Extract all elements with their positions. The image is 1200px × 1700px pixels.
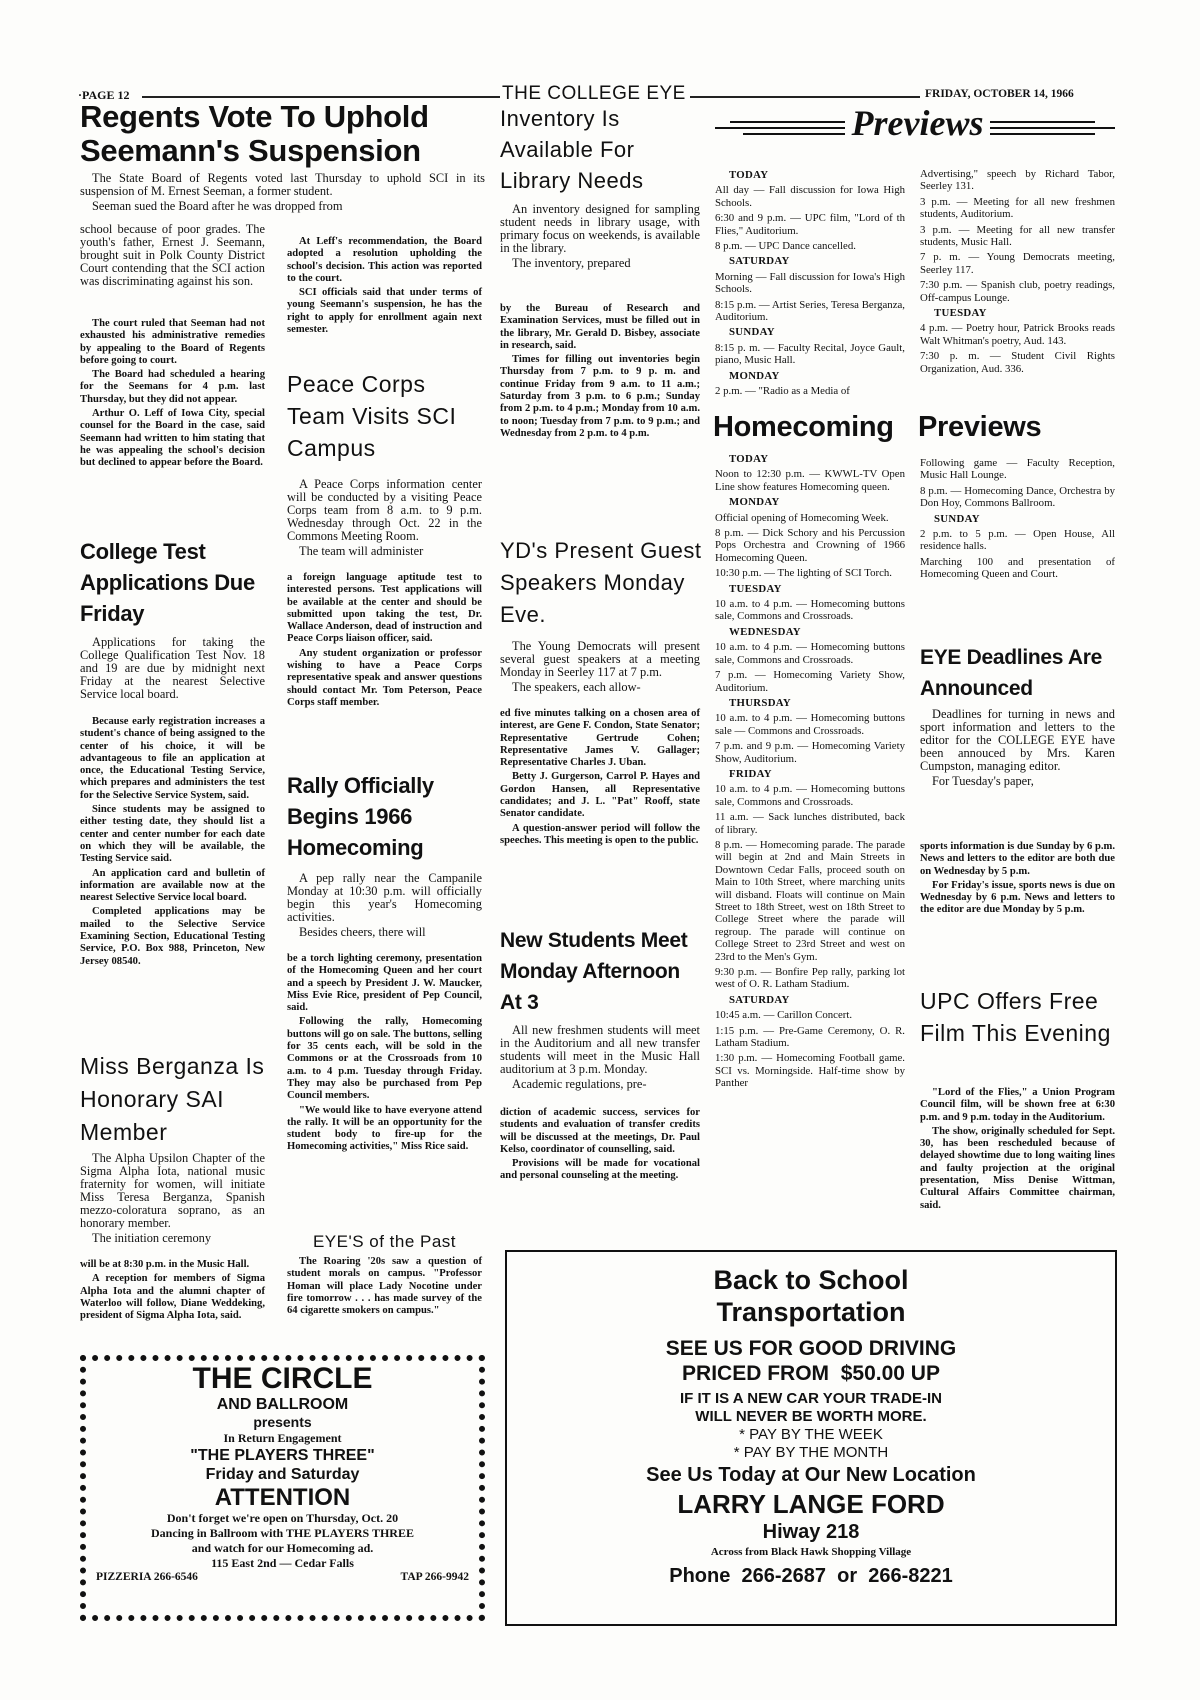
ad-text: and watch for our Homecoming ad. xyxy=(191,1541,374,1555)
schedule-day-heading: SUNDAY xyxy=(934,512,980,525)
article-body xyxy=(920,841,1115,919)
schedule-day-heading: MONDAY xyxy=(729,369,780,382)
schedule-day-heading: FRIDAY xyxy=(729,767,772,780)
schedule-day-heading: TODAY xyxy=(729,169,769,181)
article-body xyxy=(80,1152,265,1247)
paragraph: Since students may be assigned to either testing date, they should list a center and center number for each date on which they will be available, the Testing Service said. xyxy=(80,804,265,865)
article-column xyxy=(287,236,482,338)
schedule-entry: 8:15 p.m. — Artist Series, Teresa Berganza, Auditorium. xyxy=(715,298,905,324)
article-body xyxy=(80,636,265,703)
paragraph: Any student organization or professor wishing to have a Peace Corps representative speak and answer questions should contact Mr. Tom Peterson, Peace Corps staff member. xyxy=(287,647,482,708)
schedule-entry: Morning — Fall discussion for Iowa's High Schools. xyxy=(715,270,905,296)
homecoming-schedule xyxy=(715,452,905,1093)
article-body xyxy=(500,640,700,696)
article-column xyxy=(80,223,265,290)
headline: EYE Deadlines Are Announced xyxy=(920,646,1103,700)
schedule-entry: 4 p.m. — Poetry hour, Patrick Brooks reads Walt Whitman's poetry, Aud. 143. xyxy=(920,322,1115,347)
previews-logo-text: Previews xyxy=(851,103,984,143)
article-body xyxy=(80,1259,265,1324)
article-body xyxy=(287,872,482,941)
schedule-entry: 3 p.m. — Meeting for all new transfer students, Music Hall. xyxy=(920,223,1115,249)
schedule-entry: 2 p.m. to 5 p.m. — Open House, All residence halls. xyxy=(920,528,1115,553)
schedule-entry: 7:30 p. m. — Student Civil Rights Organization, Aud. 336. xyxy=(920,350,1115,375)
paragraph: The inventory, prepared xyxy=(512,256,631,270)
paragraph: diction of academic success, services for students and evaluation of transfer credits will be discussed at the meetings, Dr. Paul Kelso, coordinator of counselling, said. xyxy=(500,1107,700,1155)
schedule-entry: 1:15 p.m. — Pre-Game Ceremony, O. R. Latham Stadium. xyxy=(715,1024,905,1050)
paragraph: be a torch lighting ceremony, presentation of the Homecoming Queen and her court and a speech by President J. W. Maucker, Miss Evie Rice, president of Pep Council, said. xyxy=(287,953,482,1014)
paragraph: A Peace Corps information center will be conducted by a visiting Peace Corps team from 8 a.m. to 9 p.m. Wednesday through Oct. 22 in the Commons Meeting Room. xyxy=(287,477,482,543)
headline-previews: Previews xyxy=(918,411,1042,443)
article-intro xyxy=(80,172,485,215)
schedule-entry: 10 a.m. to 4 p.m. — Homecoming buttons sale, Commons and Crossroads. xyxy=(715,598,905,623)
schedule-entry: Official opening of Homecoming Week. xyxy=(715,511,889,524)
ad-text: Dancing in Ballroom with THE PLAYERS THREE xyxy=(151,1526,414,1540)
schedule-entry: Following game — Faculty Reception, Music Hall Lounge. xyxy=(920,457,1115,482)
ad-subtitle: AND BALLROOM xyxy=(216,1396,349,1413)
headline: Miss Berganza Is Honorary SAI Member xyxy=(80,1053,265,1145)
paper-name: THE COLLEGE EYE xyxy=(502,83,686,104)
schedule-entry: 8 p.m. — Homecoming parade. The parade will begin at 2nd and Main Streets in Downtown Cedar Falls, proceed south on Main to 10th Street, where marching units will disband. Floats will continue on Main Street to 18th Street, west on 18th Street to College Street where the parade will regroup. The parade will continue on College Street to 23rd Street and west on 23rd to the Men's Gym. xyxy=(715,838,905,963)
article-body xyxy=(920,1087,1115,1214)
paragraph: Academic regulations, pre- xyxy=(512,1077,647,1091)
schedule-entry: 1:30 p.m. — Homecoming Football game. SCI vs. Morningside. Half-time show by Panther xyxy=(715,1052,905,1090)
schedule-day-heading: TODAY xyxy=(729,453,769,465)
headline: New Students Meet Monday Afternoon At 3 xyxy=(500,929,688,1014)
paragraph: A question-answer period will follow the speeches. This meeting is open to the public. xyxy=(500,822,700,846)
advertisement-the-circle xyxy=(80,1355,485,1621)
paragraph: Besides cheers, there will xyxy=(299,925,426,939)
paragraph: by the Bureau of Research and Examination Services, must be filled out in the library, Mr. Gerald D. Bisbey, associate in research, said. xyxy=(500,303,700,351)
paragraph: sports information is due Sunday by 6 p.m. News and letters to the editor are both due on Wednesday by 5 p.m. xyxy=(920,841,1115,877)
paragraph: An application card and bulletin of information are available now at the nearest Selective Service local board. xyxy=(80,867,265,904)
paragraph: The speakers, each allow- xyxy=(512,680,641,694)
headline: YD's Present Guest Speakers Monday Eve. xyxy=(500,538,702,627)
schedule-entry: 8 p.m. — Homecoming Dance, Orchestra by Don Hoy, Commons Ballroom. xyxy=(920,484,1115,510)
masthead-rule xyxy=(690,96,920,98)
schedule-entry: Marching 100 and presentation of Homecoming Queen and Court. xyxy=(920,555,1115,581)
headline: Peace Corps Team Visits SCI Campus xyxy=(287,371,457,461)
schedule-day-heading: SATURDAY xyxy=(729,993,790,1006)
paragraph: The Roaring '20s saw a question of student morals on campus. "Professor Homan will place Lady Nocotine under fire tomorrow . . . has made survey of the 64 cigarette smokers on campus." xyxy=(287,1256,482,1317)
schedule-day-heading: TUESDAY xyxy=(934,307,987,320)
schedule-entry: 8 p.m. — Dick Schory and his Percussion Pops Orchestra and Crowning of 1966 Homecoming Queen. xyxy=(715,527,905,564)
headline: EYE'S of the Past xyxy=(312,1232,457,1251)
schedule-day-heading: MONDAY xyxy=(729,496,780,509)
headline: Regents Vote To Uphold Seemann's Suspension xyxy=(80,99,429,168)
schedule-entry: 6:30 and 9 p.m. — UPC film, "Lord of th Flies," Auditorium. xyxy=(715,212,905,237)
previews-logo xyxy=(715,100,1115,150)
article-body xyxy=(920,708,1115,790)
article-body xyxy=(500,708,700,849)
paragraph: A pep rally near the Campanile Monday at 10:30 p.m. will officially begin this year's Homecoming activities. xyxy=(287,871,482,924)
article-body xyxy=(500,1107,700,1185)
headline: Inventory Is Available For Library Needs xyxy=(500,106,644,193)
paragraph: For Tuesday's paper, xyxy=(932,774,1034,788)
schedule-day-heading: WEDNESDAY xyxy=(729,625,801,638)
schedule-entry: 7 p.m. — Homecoming Variety Show, Auditorium. xyxy=(715,669,905,694)
schedule-entry: 2 p.m. — "Radio as a Media of xyxy=(715,385,850,398)
schedule-entry: All day — Fall discussion for Iowa High Schools. xyxy=(715,184,905,209)
paragraph: An inventory designed for sampling student needs in library usage, with primary focus on weekends, is available in the library. xyxy=(500,202,700,255)
ad-act: "THE PLAYERS THREE" xyxy=(190,1447,375,1464)
article-body xyxy=(500,1024,700,1093)
article-column xyxy=(80,318,265,472)
ad-phone: Phone 266-2687 or 266-8221 xyxy=(669,1565,953,1587)
ad-dealer: LARRY LANGE FORD xyxy=(677,1489,945,1519)
paragraph: Because early registration increases a student's chance of being assigned to the center of his choice, it will be advantageous to file an application at once, the Educational Testing Service, which prepares and administers the test for the Selective Service System, said. xyxy=(80,716,265,801)
masthead-rule xyxy=(142,96,500,98)
previews-schedule xyxy=(920,168,1115,378)
paragraph: "We would like to have everyone attend the rally. It will be an opportunity for the student body to fire-up for the Homecoming activities," Miss Rice said. xyxy=(287,1104,482,1153)
headline: College Test Applications Due Friday xyxy=(80,539,255,626)
schedule-entry: 10:45 a.m. — Carillon Concert. xyxy=(715,1009,853,1022)
paragraph: The team will administer xyxy=(299,544,424,558)
schedule-entry: 11 a.m. — Sack lunches distributed, back of library. xyxy=(715,811,905,836)
paragraph: For Friday's issue, sports news is due on Wednesday by 6 p.m. News and letters to the editor are due Monday by 5 p.m. xyxy=(920,879,1115,916)
paragraph: Following the rally, Homecoming buttons will go on sale. The buttons, selling for 35 cents each, will be sold in the Commons or at the Crossroads from 10 a.m. to 4 p.m. Tuesday through Friday. They may also be purchased from Pep Council members. xyxy=(287,1016,482,1102)
paragraph: "Lord of the Flies," a Union Program Council film, will be shown free at 6:30 p.m. and 9 p.m. today in the Auditorium. xyxy=(920,1087,1115,1123)
paragraph: The State Board of Regents voted last Thursday to uphold SCI in its suspension of M. Ernest Seeman, a former student. xyxy=(80,171,485,198)
schedule-entry: 3 p.m. — Meeting for all new freshmen students, Auditorium. xyxy=(920,195,1115,221)
paragraph: Betty J. Gurgerson, Carrol P. Hayes and Gordon Hansen, all Representative candidates; and J. L. "Pat" Rooff, state Senator candidate. xyxy=(500,771,700,820)
schedule-entry: 7 p. m. — Young Democrats meeting, Seerley 117. xyxy=(920,251,1115,276)
ad-text: SEE US FOR GOOD DRIVING xyxy=(665,1337,957,1360)
paragraph: Applications for taking the College Qualification Test Nov. 18 and 19 are due by midnight next Friday at the nearest Selective Service local board. xyxy=(80,635,265,701)
article-body xyxy=(287,572,482,711)
ad-text: Across from Black Hawk Shopping Village xyxy=(710,1546,912,1558)
ad-attention: ATTENTION xyxy=(214,1484,351,1511)
paragraph: The Board had scheduled a hearing for the Seemans for 4 p.m. last Thursday, but they did not appear. xyxy=(80,369,265,405)
ad-text: WILL NEVER BE WORTH MORE. xyxy=(695,1408,927,1425)
ad-text: Don't forget we're open on Thursday, Oct. 20 xyxy=(166,1511,399,1525)
article-body xyxy=(287,953,482,1156)
ad-location: See Us Today at Our New Location xyxy=(646,1464,976,1486)
paragraph: Times for filling out inventories begin Thursday from 7 p.m. to 9 p. m. and continue Friday from 9 a.m. to 11 a.m.; Saturday from 3 p.m. to 6 p.m.; Sunday from 2 p.m. to 4 p.m.; Monday from 10 a.m. to noon; Tuesday from 7 p.m. to 9 p.m.; and Wednesday from 2 p.m. to 4 p.m. xyxy=(500,354,700,439)
schedule-day-heading: TUESDAY xyxy=(729,582,782,595)
paragraph: Deadlines for turning in news and sport information and letters to the editor for the COLLEGE EYE have been annouced by Mrs. Karen Cumpston, managing editor. xyxy=(920,707,1115,773)
paragraph: All new freshmen students will meet in the Auditorium and all new transfer students will meet in the Music Hall auditorium at 3 p.m. Monday. xyxy=(500,1023,700,1076)
ad-address: 115 East 2nd — Cedar Falls xyxy=(211,1556,354,1570)
ad-title: THE CIRCLE xyxy=(192,1362,373,1395)
paragraph: The show, originally scheduled for Sept. 30, has been rescheduled because of delayed showtime due to long waiting lines and faulty projection at the original presentation, Miss Denise Wittman, Cultural Affairs Committee chairman, said. xyxy=(920,1125,1115,1211)
schedule-entry: Noon to 12:30 p.m. — KWWL-TV Open Line show features Homecoming queen. xyxy=(715,468,905,493)
ad-title: Back to School xyxy=(713,1265,909,1295)
paragraph: Provisions will be made for vocational and personal counseling at the meeting. xyxy=(500,1158,700,1182)
paragraph: will be at 8:30 p.m. in the Music Hall. xyxy=(80,1259,250,1270)
article-body xyxy=(80,716,265,970)
page-number: ·PAGE 12 xyxy=(78,88,130,102)
paragraph: Seeman sued the Board after he was dropped from xyxy=(92,199,343,213)
article-body xyxy=(287,1256,482,1319)
ad-pizzeria-phone: PIZZERIA 266-6546 xyxy=(96,1571,198,1583)
paragraph: Completed applications may be mailed to the Selective Service Examining Section, Educational Testing Service, P.O. Box 988, Princeton, New Jersey 08540. xyxy=(80,906,265,967)
schedule-entry: 7:30 p.m. — Spanish club, poetry readings, Off-campus Lounge. xyxy=(920,279,1115,304)
ad-text: Friday and Saturday xyxy=(205,1466,360,1483)
ad-highway: Hiway 218 xyxy=(762,1521,860,1543)
schedule-entry: 7 p.m. and 9 p.m. — Homecoming Variety Show, Auditorium. xyxy=(715,740,905,765)
issue-date: FRIDAY, OCTOBER 14, 1966 xyxy=(925,88,1074,100)
paragraph: The Alpha Upsilon Chapter of the Sigma Alpha Iota, national music fraternity for women, will initiate Miss Teresa Berganza, Spanish mezzo-coloratura soprano, as an honorary member. xyxy=(80,1151,265,1230)
previews-schedule xyxy=(715,168,905,401)
ad-text: In Return Engagement xyxy=(223,1431,342,1445)
schedule-day-heading: SUNDAY xyxy=(729,326,775,339)
schedule-entry: 10 a.m. to 4 p.m. — Homecoming buttons sale, Commons and Crossroads. xyxy=(715,641,905,666)
paragraph: SCI officials said that under terms of young Seemann's suspension, he has the right to apply for enrollment again next semester. xyxy=(287,287,482,336)
schedule-entry: 9:30 p.m. — Bonfire Pep rally, parking lot west of O. R. Latham Stadium. xyxy=(715,966,905,991)
article-body xyxy=(500,203,700,272)
article-body xyxy=(287,478,482,560)
schedule-entry: 10 a.m. to 4 p.m. — Homecoming buttons sale, Commons and Crossroads. xyxy=(715,783,905,808)
headline-homecoming: Homecoming xyxy=(713,411,894,443)
article-body xyxy=(500,303,700,442)
ad-price: PRICED FROM $50.00 UP xyxy=(682,1362,940,1385)
ad-bullet: * PAY BY THE MONTH xyxy=(733,1444,889,1461)
schedule-entry: 8:15 p. m. — Faculty Recital, Joyce Gault, piano, Music Hall. xyxy=(715,341,905,367)
ad-text: presents xyxy=(253,1414,312,1430)
schedule-entry: 8 p.m. — UPC Dance cancelled. xyxy=(715,240,856,253)
ad-bullet: * PAY BY THE WEEK xyxy=(739,1426,883,1443)
paragraph: The initiation ceremony xyxy=(92,1231,212,1245)
ad-title: Transportation xyxy=(716,1297,906,1327)
paragraph: The Young Democrats will present several guest speakers at a meeting Monday in Seerley 117 at 7 p.m. xyxy=(500,639,700,679)
paragraph: a foreign language aptitude test to interested persons. Test applications will be available at the center and should be submitted upon taking the test, Dr. Wallace Anderson, dead of instruction and Peace Corps liaison officer, said. xyxy=(287,572,482,645)
ad-text: IF IT IS A NEW CAR YOUR TRADE-IN xyxy=(680,1390,942,1407)
homecoming-schedule xyxy=(920,457,1115,584)
schedule-entry: 10 a.m. to 4 p.m. — Homecoming buttons sale — Commons and Crossroads. xyxy=(715,712,905,737)
paragraph: Arthur O. Leff of Iowa City, special counsel for the Board in the case, said Seemann had written to him stating that he was appealing the school's decision but declined to appear before the Board. xyxy=(80,408,265,469)
schedule-entry: Advertising," speech by Richard Tabor, Seerley 131. xyxy=(920,168,1115,193)
schedule-entry: 10:30 p.m. — The lighting of SCI Torch. xyxy=(715,567,892,580)
paragraph: At Leff's recommendation, the Board adopted a resolution upholding the school's decision. This action was reported to the court. xyxy=(287,236,482,284)
schedule-day-heading: SATURDAY xyxy=(729,255,790,268)
paragraph: school because of poor grades. The youth's father, Ernest J. Seemann, brought suit in Polk County District Court contending that the SCI action was discriminating against his son. xyxy=(80,222,265,288)
schedule-day-heading: THURSDAY xyxy=(729,696,791,709)
headline: Rally Officially Begins 1966 Homecoming xyxy=(287,773,434,860)
paragraph: ed five minutes talking on a chosen area of interest, are Gene F. Condon, State Senator; Representative Gertrude Cohen; Representative James V. Gallager; Representative Charles J. Uban. xyxy=(500,708,700,769)
ad-tap-phone: TAP 266-9942 xyxy=(400,1571,469,1583)
paragraph: The court ruled that Seeman had not exhausted his administrative remedies by appealing to the Board of Regents before going to court. xyxy=(80,318,265,366)
headline: UPC Offers Free Film This Evening xyxy=(920,988,1111,1046)
paragraph: A reception for members of Sigma Alpha Iota and the alumni chapter of Waterloo will follow, Diane Weddeking, president of Sigma Alpha Iota, said. xyxy=(80,1273,265,1322)
advertisement-larry-lange-ford xyxy=(505,1250,1117,1626)
